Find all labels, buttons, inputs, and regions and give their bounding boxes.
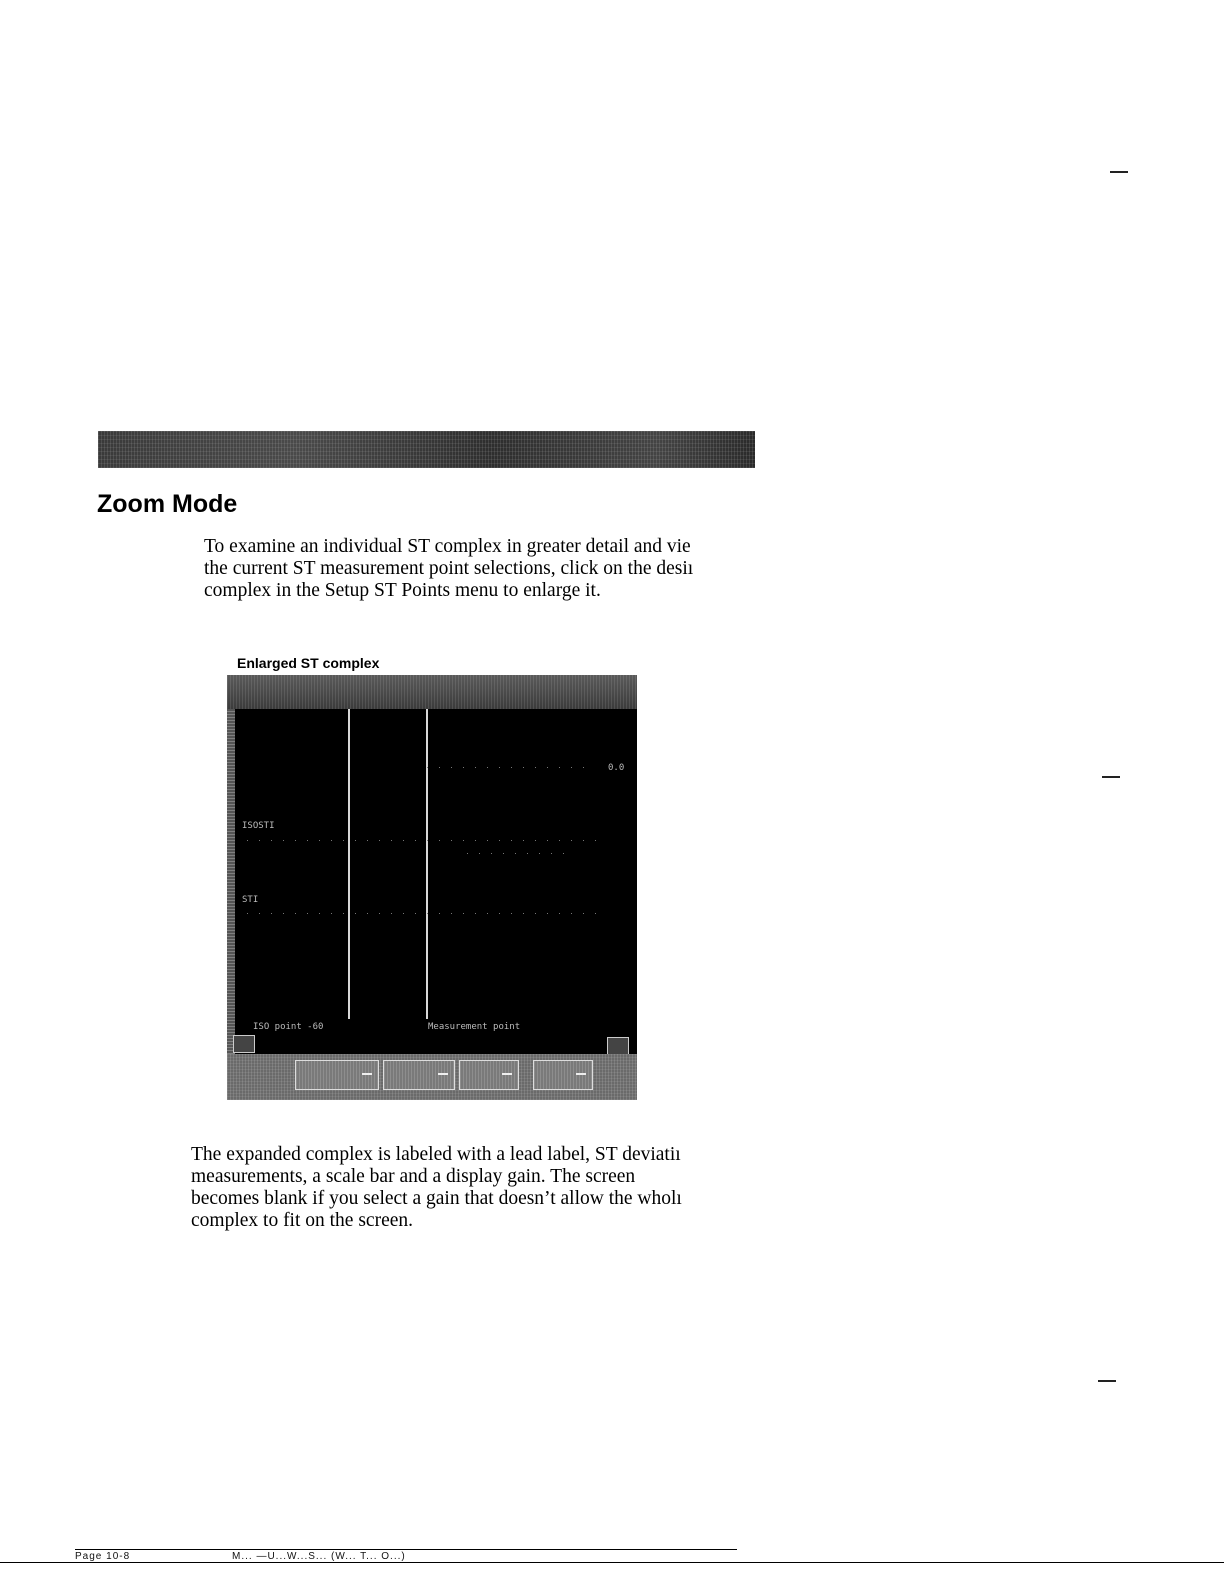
figure-button[interactable] bbox=[459, 1060, 519, 1090]
scroll-left-box[interactable] bbox=[233, 1035, 255, 1053]
st-value-readout: 0.0 bbox=[608, 763, 625, 773]
iso-point-readout: ISO point -60 bbox=[253, 1022, 324, 1032]
figure-button[interactable] bbox=[383, 1060, 455, 1090]
waveform-trace bbox=[247, 840, 597, 841]
footer-page-number: Page 10-8 bbox=[75, 1551, 131, 1562]
figure-left-strip bbox=[227, 709, 235, 1054]
margin-tick bbox=[1102, 776, 1120, 778]
figure-title-bar bbox=[227, 675, 637, 709]
isost-label: ISOSTI bbox=[242, 821, 275, 831]
measurement-point-cursor-line bbox=[426, 709, 428, 1019]
margin-tick bbox=[1110, 171, 1128, 173]
measurement-point-readout: Measurement point bbox=[428, 1022, 521, 1032]
margin-tick bbox=[1098, 1380, 1116, 1382]
intro-line: the current ST measurement point selections, click on the desiı bbox=[204, 558, 694, 579]
intro-paragraph bbox=[204, 536, 693, 602]
body-line: becomes blank if you select a gain that doesn’t allow the wholı bbox=[191, 1188, 682, 1209]
body-line: complex to fit on the screen. bbox=[191, 1210, 414, 1231]
body-line: The expanded complex is labeled with a lead label, ST deviatiı bbox=[191, 1144, 681, 1165]
enlarged-st-complex-figure bbox=[227, 675, 637, 1100]
page-heading: Zoom Mode bbox=[97, 490, 238, 518]
footer-rule bbox=[75, 1549, 737, 1550]
footer-bottom-rule bbox=[0, 1562, 1224, 1563]
figure-button[interactable] bbox=[533, 1060, 593, 1090]
intro-line: To examine an individual ST complex in greater detail and viе bbox=[204, 536, 691, 557]
iso-point-cursor-line bbox=[348, 709, 350, 1019]
body-line: measurements, a scale bar and a display gain. The screen bbox=[191, 1166, 636, 1187]
section-header-bar bbox=[98, 431, 755, 468]
waveform-trace bbox=[247, 913, 597, 914]
st-label: STI bbox=[242, 895, 259, 905]
body-paragraph bbox=[191, 1144, 682, 1232]
figure-caption: Enlarged ST complex bbox=[237, 655, 380, 671]
intro-line: complex in the Setup ST Points menu to enlarge it. bbox=[204, 580, 601, 601]
waveform-trace bbox=[427, 767, 587, 768]
footer-manual-title: M... —U...W...S... (W... T... O...) bbox=[232, 1551, 406, 1562]
figure-button[interactable] bbox=[295, 1060, 379, 1090]
waveform-trace bbox=[467, 853, 567, 854]
scroll-right-box[interactable] bbox=[607, 1037, 629, 1055]
